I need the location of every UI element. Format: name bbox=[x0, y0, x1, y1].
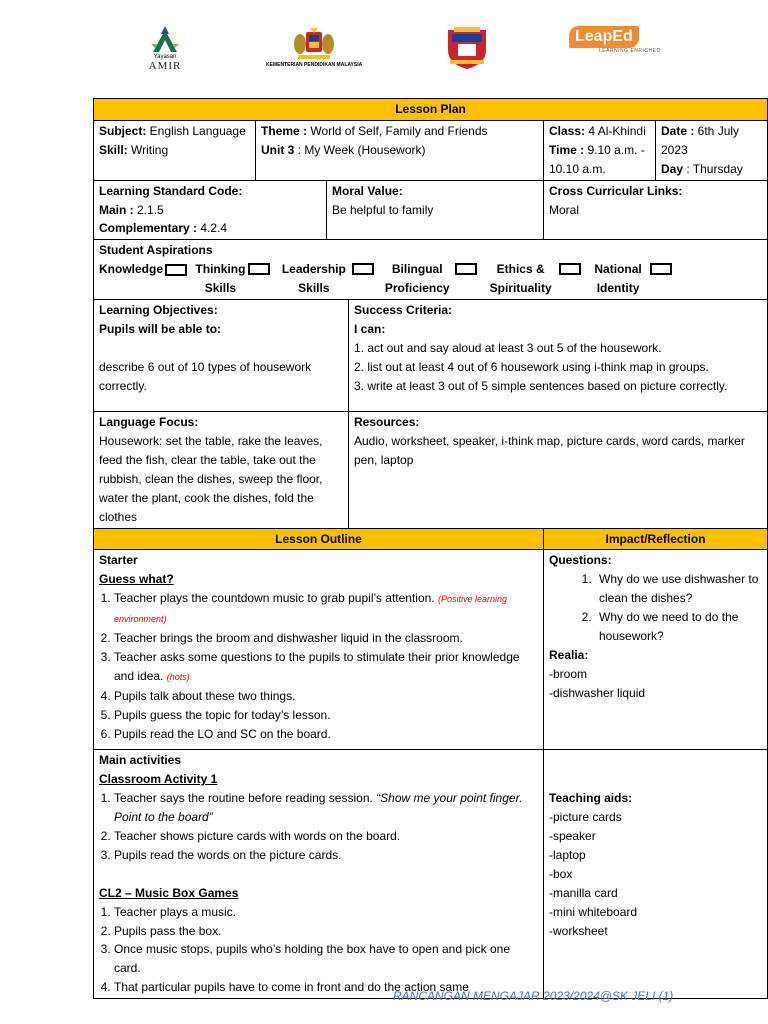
language-label: Language Focus: bbox=[99, 415, 199, 430]
list-item: 1. Teacher says the routine before reading session. “Show me your point finger. Point to the board” bbox=[114, 789, 538, 827]
aids-label: Teaching aids: bbox=[549, 791, 633, 806]
objectives-cell bbox=[94, 300, 349, 412]
malaysia-coat-of-arms-icon bbox=[292, 28, 336, 62]
aspiration-bilingual: Bilingual Proficiency bbox=[381, 260, 477, 298]
activity-1-title: Classroom Activity 1 bbox=[99, 772, 218, 787]
checkbox[interactable] bbox=[650, 263, 672, 275]
class-value: 4 Al-Khindi bbox=[585, 123, 646, 138]
leaped-tagline: LEARNING ENRICHED bbox=[599, 48, 661, 54]
list-item: 2. Pupils pass the box. bbox=[114, 922, 538, 941]
list-item: 1. Teacher plays a music. bbox=[114, 903, 538, 922]
starter-note: (hots) bbox=[166, 671, 190, 682]
date-cell: Date : 6th July 2023 Day : Thursday bbox=[656, 120, 768, 180]
realia-item: -broom bbox=[549, 666, 588, 681]
resources-text: Audio, worksheet, speaker, i-think map, picture cards, word cards, marker pen, laptop bbox=[354, 433, 745, 467]
starter-label: Starter bbox=[99, 553, 138, 568]
aid-item: -box bbox=[549, 866, 573, 881]
aid-item: -mini whiteboard bbox=[549, 904, 638, 919]
objectives-sub: Pupils will be able to: bbox=[99, 321, 222, 336]
list-item: 3. Pupils read the words on the picture cards. bbox=[114, 846, 538, 865]
questions-list bbox=[549, 570, 762, 646]
main-label: Main activities bbox=[99, 753, 182, 768]
starter-row bbox=[94, 550, 768, 750]
aid-item: -picture cards bbox=[549, 810, 622, 825]
resources-label: Resources: bbox=[354, 415, 420, 430]
list-item: 2. Teacher brings the broom and dishwasher liquid in the classroom. bbox=[114, 629, 538, 648]
moral-cell bbox=[327, 180, 544, 240]
aspirations-row bbox=[94, 240, 768, 300]
date-value: 6th July 2023 bbox=[661, 123, 740, 157]
kpm-logo bbox=[266, 28, 362, 68]
theme-cell: Theme : World of Self, Family and Friends Unit 3 : My Week (Housework) bbox=[256, 120, 544, 180]
resources-cell bbox=[349, 412, 768, 528]
yayasan-label: Yayasan bbox=[153, 54, 177, 60]
language-text: Housework: set the table, rake the leaves, feed the fish, clear the table, take out the rubbish, clean the dishes, sweep the floor, water the plant, cook the dishes, fold the clothes bbox=[99, 433, 323, 524]
main-code: 2.1.5 bbox=[133, 202, 164, 217]
questions-label: Questions: bbox=[549, 553, 612, 568]
list-item: 3. Teacher asks some questions to the pupils to stimulate their prior knowledge and idea. (hots) bbox=[114, 648, 538, 687]
success-item: 3. write at least 3 out of 5 simple sentences based on picture correctly. bbox=[354, 378, 728, 393]
impact-reflection-header: Impact/Reflection bbox=[544, 528, 768, 550]
starter-cell bbox=[94, 550, 544, 750]
logo-bar bbox=[0, 20, 768, 80]
realia-label: Realia: bbox=[549, 647, 589, 662]
moral-value: Be helpful to family bbox=[332, 202, 434, 217]
aspiration-knowledge: Knowledge bbox=[99, 260, 187, 298]
standard-cell: Learning Standard Code: Main : 2.1.5 Complementary : 4.2.4 bbox=[94, 180, 327, 240]
aspiration-ethics: Ethics & Spirituality bbox=[485, 260, 581, 298]
success-sub: I can: bbox=[354, 321, 386, 336]
skill-value: Writing bbox=[127, 142, 169, 157]
aspiration-national: National Identity bbox=[588, 260, 672, 298]
aspirations-label: Student Aspirations bbox=[99, 243, 213, 258]
success-label: Success Criteria: bbox=[354, 303, 453, 318]
yayasan-amir-mark-icon bbox=[145, 26, 185, 54]
objectives-row bbox=[94, 300, 768, 412]
school-crest-logo bbox=[444, 26, 490, 70]
aid-item: -manilla card bbox=[549, 885, 618, 900]
activity-1-list bbox=[99, 789, 538, 865]
time-value: 9.10 a.m. - 10.10 a.m. bbox=[549, 142, 645, 176]
main-activities-cell bbox=[94, 750, 544, 999]
aid-item: -worksheet bbox=[549, 923, 608, 938]
starter-note: (Positive learning environment) bbox=[114, 594, 508, 625]
amir-label: AMIR bbox=[148, 60, 182, 72]
routine-quote: “Show me your point finger. Point to the board” bbox=[114, 791, 523, 825]
checkbox[interactable] bbox=[165, 264, 187, 276]
complementary-code: 4.2.4 bbox=[197, 221, 228, 236]
lesson-plan-title: Lesson Plan bbox=[94, 99, 768, 121]
success-item: 1. act out and say aloud at least 3 out 5 of the housework. bbox=[354, 340, 662, 355]
checkbox[interactable] bbox=[455, 263, 477, 275]
list-item: 1. Teacher plays the countdown music to grab pupil’s attention. (Positive learning environment) bbox=[114, 589, 538, 629]
objectives-label: Learning Objectives: bbox=[99, 303, 218, 318]
list-item: 5. Pupils guess the topic for today’s lesson. bbox=[114, 706, 538, 725]
cross-label: Cross Curricular Links: bbox=[549, 183, 683, 198]
cross-curricular-cell bbox=[544, 180, 768, 240]
activity-2-title: CL2 – Music Box Games bbox=[99, 885, 239, 900]
page-footer: RANCANGAN MENGAJAR 2023/2024@SK JELI (1) bbox=[393, 989, 674, 1003]
list-item: 4. Pupils talk about these two things. bbox=[114, 687, 538, 706]
checkbox[interactable] bbox=[559, 263, 581, 275]
language-focus-cell bbox=[94, 412, 349, 528]
unit-value: : My Week (Housework) bbox=[294, 142, 426, 157]
list-item: 2. Why do we need to do the housework? bbox=[595, 608, 762, 646]
leaped-wordmark: LeapEd bbox=[569, 26, 639, 48]
list-item: 4. That particular pupils have to come in front and do the action same bbox=[114, 978, 538, 997]
standard-row bbox=[94, 180, 768, 240]
realia-item: -dishwasher liquid bbox=[549, 685, 646, 700]
standard-label: Learning Standard Code: bbox=[99, 183, 243, 198]
moral-label: Moral Value: bbox=[332, 183, 403, 198]
leaped-logo bbox=[569, 26, 661, 54]
activity-2-list bbox=[99, 903, 538, 998]
class-cell: Class: 4 Al-Khindi Time : 9.10 a.m. - 10.10 a.m. bbox=[544, 120, 656, 180]
aid-item: -laptop bbox=[549, 847, 586, 862]
yayasan-amir-logo bbox=[145, 26, 185, 72]
success-item: 2. list out at least 4 out of 6 housework using i-think map in groups. bbox=[354, 359, 709, 374]
checkbox[interactable] bbox=[248, 263, 270, 275]
subject-cell: Subject: English Language Skill: Writing bbox=[94, 120, 256, 180]
day-value: : Thursday bbox=[683, 161, 743, 176]
aid-item: -speaker bbox=[549, 829, 596, 844]
success-criteria-cell bbox=[349, 300, 768, 412]
teaching-aids-cell bbox=[544, 750, 768, 999]
kpm-label: KEMENTERIAN PENDIDIKAN MALAYSIA bbox=[266, 62, 363, 68]
objectives-text: describe 6 out of 10 types of housework correctly. bbox=[99, 359, 312, 393]
checkbox[interactable] bbox=[352, 263, 374, 275]
list-item: 3. Once music stops, pupils who’s holding the box have to open and pick one card. bbox=[114, 940, 538, 978]
aspirations-cell bbox=[94, 240, 768, 300]
list-item: 6. Pupils read the LO and SC on the board. bbox=[114, 725, 538, 744]
lesson-outline-header: Lesson Outline bbox=[94, 528, 544, 550]
list-item: 1. Why do we use dishwasher to clean the dishes? bbox=[595, 570, 762, 608]
cross-value: Moral bbox=[549, 202, 580, 217]
lesson-plan-table bbox=[93, 98, 768, 999]
language-row bbox=[94, 412, 768, 528]
theme-value: World of Self, Family and Friends bbox=[307, 123, 488, 138]
school-crest-icon bbox=[444, 26, 490, 70]
aspiration-thinking: Thinking Skills bbox=[194, 260, 270, 298]
aspiration-leadership: Leadership Skills bbox=[278, 260, 374, 298]
starter-sub: Guess what? bbox=[99, 572, 174, 587]
starter-list bbox=[99, 589, 538, 743]
list-item: 2. Teacher shows picture cards with words on the board. bbox=[114, 827, 538, 846]
info-row bbox=[94, 120, 768, 180]
main-activities-row bbox=[94, 750, 768, 999]
questions-cell bbox=[544, 550, 768, 750]
subject-value: English Language bbox=[146, 123, 246, 138]
